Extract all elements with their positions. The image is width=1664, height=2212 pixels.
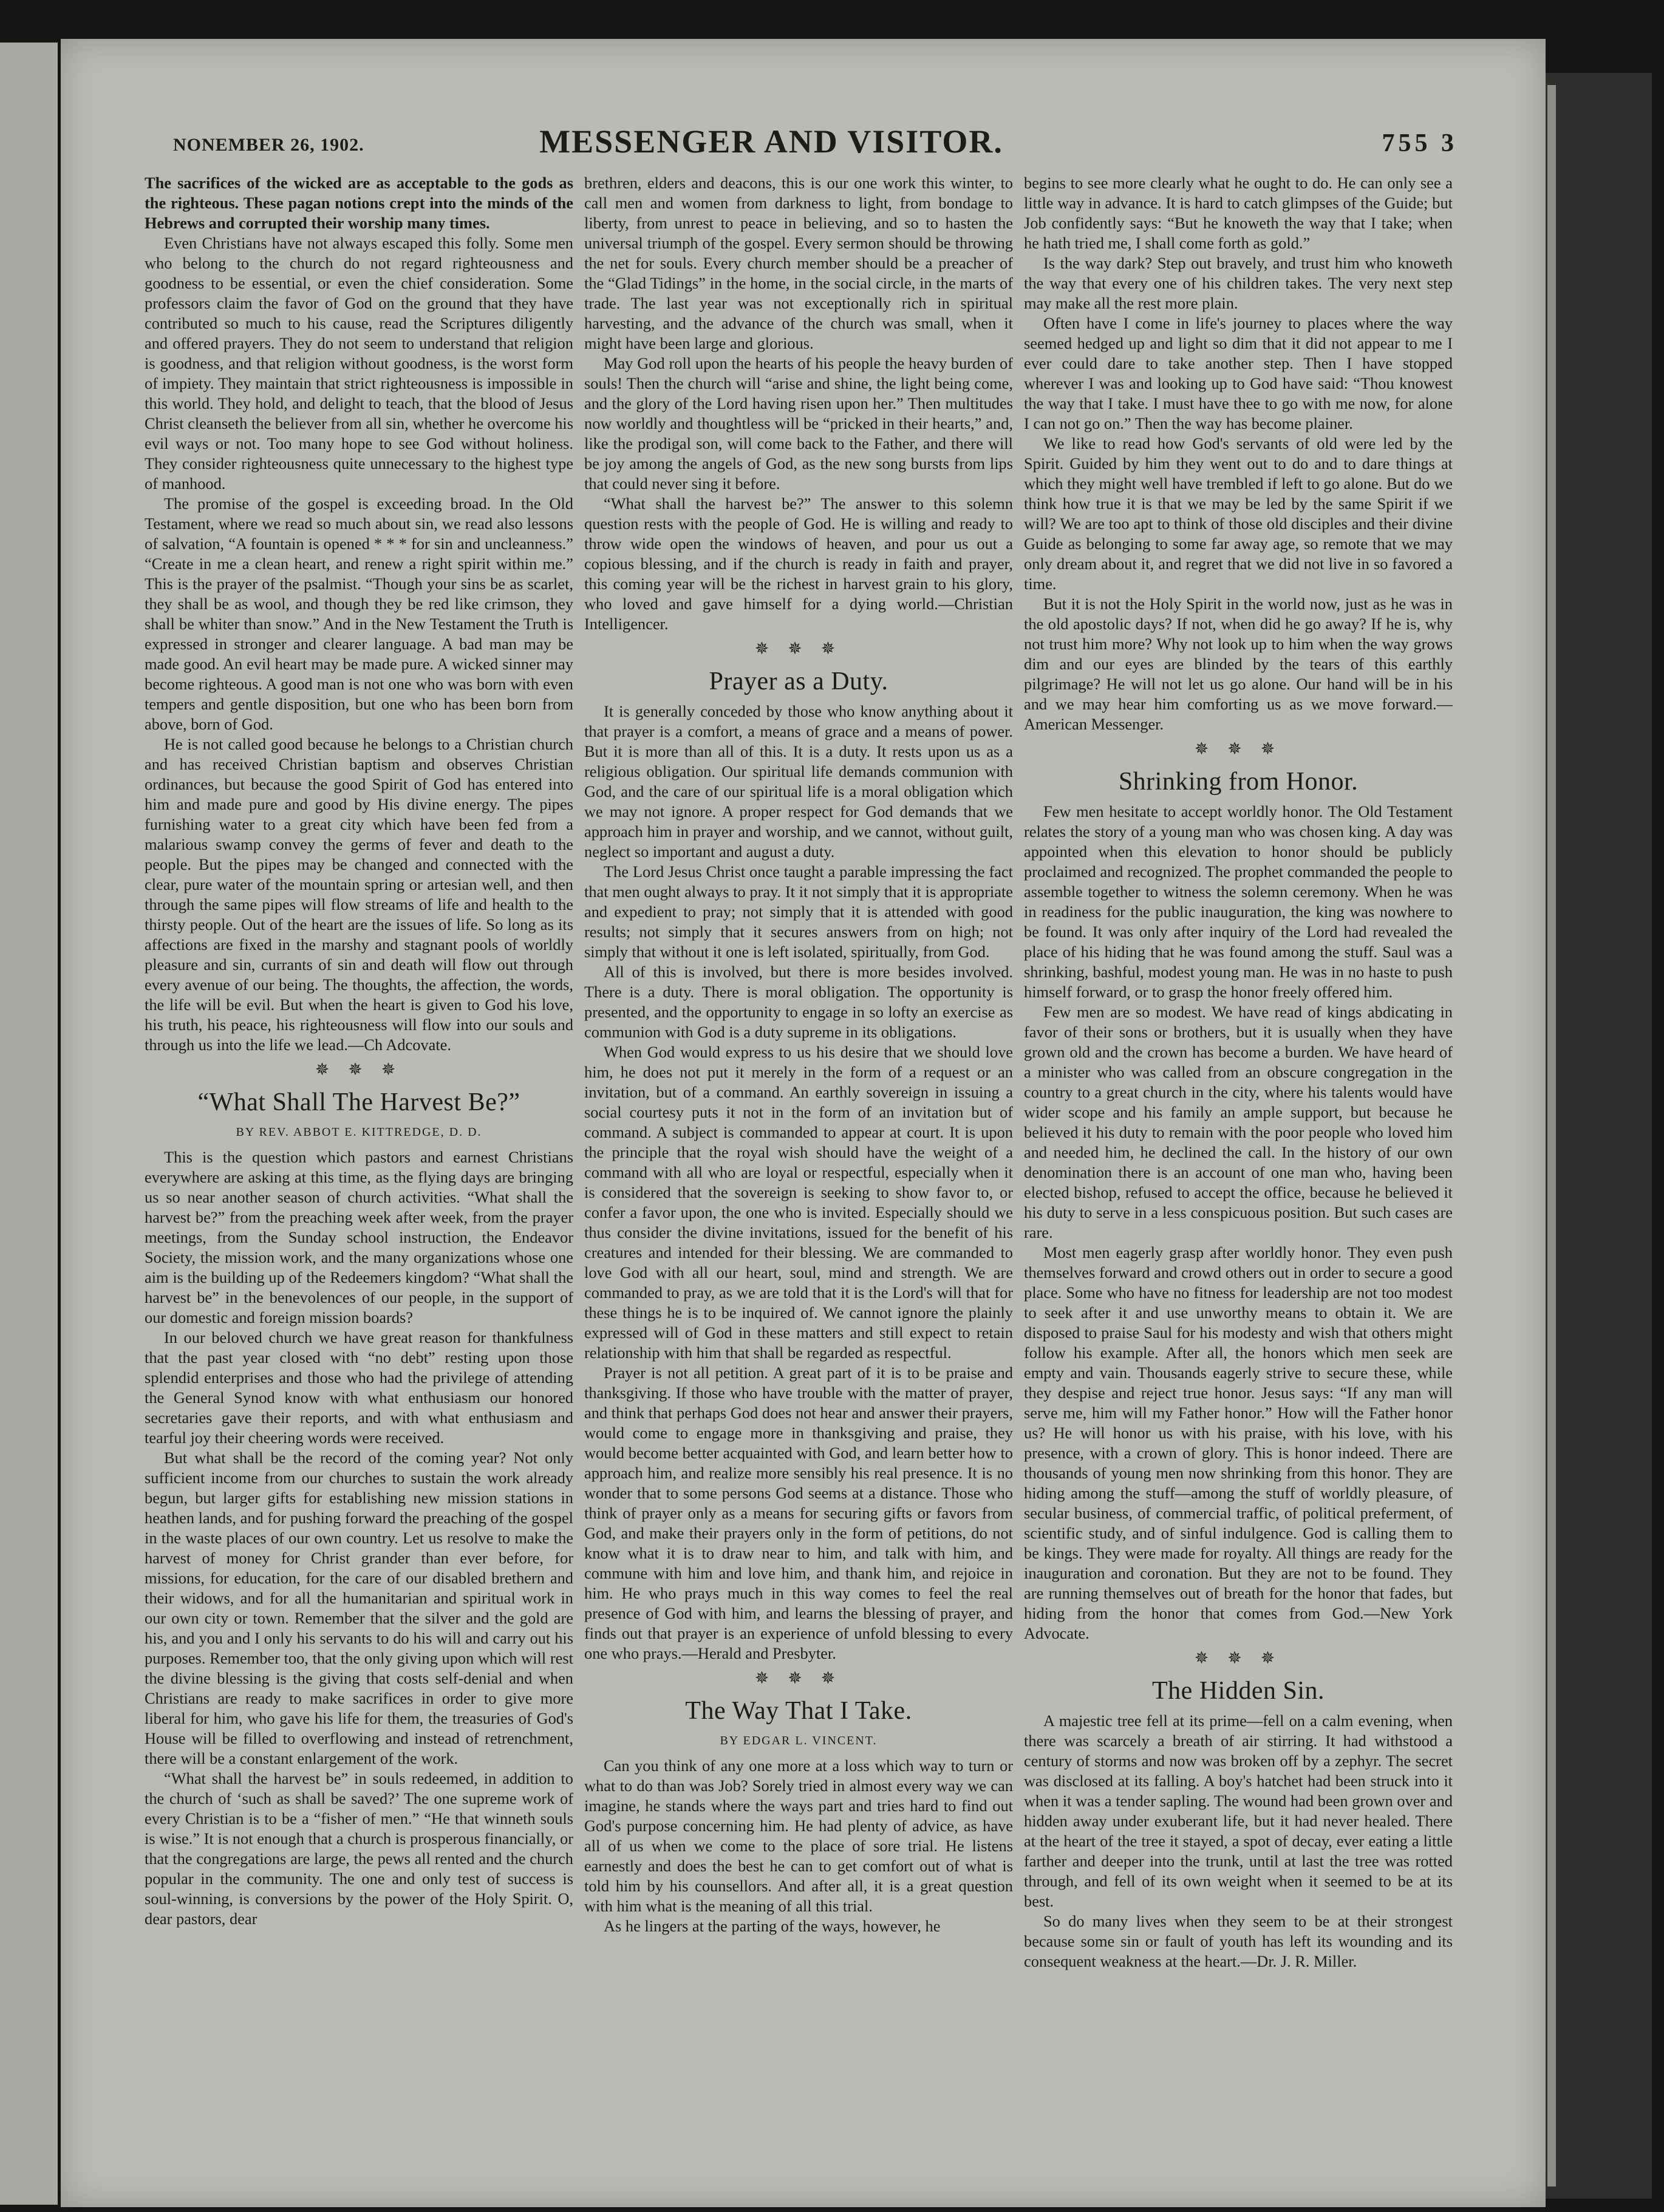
paragraph: “What shall the harvest be?” The answer to this solemn question rests with the people of God. He is willing and ready to throw wide open the windows of heaven, and pour us out a copious blessing, and if the church is ready in faith and prayer, this coming year will be the richest in harvest grain to his glory, who loved and gave himself for a dying world.—Christian Intelligencer. bbox=[584, 494, 1013, 633]
section-ornament: ✵ ✵ ✵ bbox=[754, 640, 843, 658]
paragraph: begins to see more clearly what he ought to do. He can only see a little way in advance. It is hard to catch glimpses of the Guide; but Job confidently says: “But he knoweth the way that I take; when he hath tried me, I shall come forth as gold.” bbox=[1024, 174, 1453, 252]
section-ornament: ✵ ✵ ✵ bbox=[1194, 1649, 1283, 1668]
paragraph: When God would express to us his desire that we should love him, he does not put it merely in the form of a request or an invitation, but of a command. An earthly sovereign in issuing a social courtesy puts it not in the form of an invitation but of command. A subject is commanded to appear at court. It is upon the principle that the royal wish should have the weight of a command with all who are loyal or respectful, especially when it is considered that the sovereign is seeking to show favor to, or confer a favor upon, the one who is invited. Especially should we thus consider the divine invitations, issued for the benefit of his creatures and intended for their blessing. We are commanded to love God with all our heart, soul, mind and strength. We are commanded to pray, as we are told that it is the Lord's will that for these things he is to be inquired of. We cannot ignore the plainly expressed will of God in these matters and still expect to retain relationship with him that shall be regarded as respectful. bbox=[584, 1043, 1013, 1362]
paragraph: We like to read how God's servants of old were led by the Spirit. Guided by him they went out to do and to dare things at which they might well have trembled if left to go alone. But do we think how true it is that we may be led by the same Spirit if we will? We are too apt to think of those old disciples and their divine Guide as belonging to some far away age, so remote that we may only dream about it, and regret that we did not live in so favored a time. bbox=[1024, 434, 1453, 593]
page-number: 755 3 bbox=[1382, 129, 1458, 157]
paragraph: As he lingers at the parting of the ways, however, he bbox=[604, 1917, 941, 1935]
paragraph: brethren, elders and deacons, this is our one work this winter, to call men and women from darkness to light, from bondage to liberty, from unrest to peace in believing, and so to hasten the universal triumph of the gospel. Every sermon should be throwing the net for souls. Every church member should be a preacher of the “Glad Tidings” in the home, in the social circle, in the marts of trade. The last year was not exceptionally rich in spiritual harvesting, and the advance of the church was small, when it might have been large and glorious. bbox=[584, 174, 1013, 352]
paragraph: Most men eagerly grasp after worldly honor. They even push themselves forward and crowd others out in order to secure a good place. Some who have no fitness for leadership are not too modest to seek after it and use unworthy means to obtain it. We are disposed to praise Saul for his modesty and wish that others might follow his example. After all, the honors which men seek are empty and vain. Thousands eagerly strive to secure these, while they despise and reject true honor. Jesus says: “If any man will serve me, him will my Father honor.” How will the Father honor us? He will honor us with his praise, with his love, with his presence, with a crown of glory. This is honor indeed. There are thousands of young men now shrinking from this honor. They are hiding among the stuff—among the stuff of worldly pleasure, of secular business, of commercial traffic, of political preferment, of scientific study, and of sinful indulgence. God is calling them to be kings. They were made for royalty. All things are ready for the inauguration and coronation. But they are not to be found. They are running themselves out of breath for the honor that fades, but hiding from the honor that comes from God.—New York Advocate. bbox=[1024, 1243, 1453, 1642]
paragraph: The sacrifices of the wicked are as acceptable to the gods as the righteous. These pagan notions crept into the minds of the Hebrews and corrupted their worship many times. bbox=[145, 174, 573, 232]
article-heading-way: The Way That I Take. bbox=[685, 1697, 912, 1725]
section-ornament: ✵ ✵ ✵ bbox=[1194, 740, 1283, 759]
paragraph: But it is not the Holy Spirit in the world now, just as he was in the old apostolic days? If not, when did he go away? If he is, why not trust him more? Why not look up to him when the way grows dim and our eyes are blinded by the tears of this earthly pilgrimage? He will not let us go alone. Our hand will be in his and we may hear him comforting us as we move forward.—American Messenger. bbox=[1024, 595, 1453, 733]
paragraph: But what shall be the record of the coming year? Not only sufficient income from our churches to sustain the work already begun, but larger gifts for establishing new mission stations in heathen lands, and for pushing forward the preaching of the gospel in the waste places of our own country. Let us resolve to make the harvest of money for Christ grander than ever before, for missions, for education, for the care of our disabled brethern and their widows, and for all the humanitarian and spiritual work in our own city or town. Remember that the silver and the gold are his, and you and I only his servants to do his will and carry out his purposes. Remember too, that the only giving upon which will rest the divine blessing is the giving that costs self-denial and when Christians are ready to make sacrifices in order to give more liberal for him, who gave his life for them, the treasuries of God's House will be filled to overflowing and instead of retrenchment, there will be a constant enlargement of the work. bbox=[145, 1449, 573, 1767]
paragraph: Is the way dark? Step out bravely, and trust him who knoweth the way that every one of his children takes. The very next step may make all the rest more plain. bbox=[1024, 254, 1453, 312]
article-heading-hidden-sin: The Hidden Sin. bbox=[1152, 1677, 1325, 1705]
byline-kittredge: BY REV. ABBOT E. KITTREDGE, D. D. bbox=[236, 1125, 482, 1139]
column-1 bbox=[145, 173, 573, 2190]
adjacent-page-strip bbox=[0, 43, 58, 2205]
page-header bbox=[109, 120, 1458, 175]
section-ornament: ✵ ✵ ✵ bbox=[754, 1669, 843, 1688]
paragraph: All of this is involved, but there is more besides involved. There is a duty. There is moral obligation. The opportunity is presented, and the opportunity to engage in so lofty an exercise as communion with God is a duty supreme in its obligations. bbox=[584, 963, 1013, 1041]
masthead-title: MESSENGER AND VISITOR. bbox=[539, 123, 1003, 160]
paragraph: May God roll upon the hearts of his people the heavy burden of souls! Then the church will “arise and shine, the light being come, and the glory of the Lord having risen upon her.” Then multitudes now worldly and thoughtless will be “pricked in their hearts,” and, like the prodigal son, will come back to the Father, and there will be joy among the angels of God, as the new song bursts from lips that could never sing it before. bbox=[584, 354, 1013, 493]
column-3 bbox=[1024, 173, 1453, 2190]
section-ornament: ✵ ✵ ✵ bbox=[315, 1060, 403, 1079]
paragraph: “What shall the harvest be” in souls redeemed, in addition to the church of ‘such as shall be saved?’ The one supreme work of every Christian is to be a “fisher of men.” “He that winneth souls is wise.” It is not enough that a church is prosperous financially, or that the congregations are large, the pews all rented and the church popular in the community. The one and only test of success is soul-winning, is conversions by the power of the Holy Spirit. O, dear pastors, dear bbox=[145, 1769, 573, 1928]
paragraph: Often have I come in life's journey to places where the way seemed hedged up and light so dim that it did not appear to me I ever could dare to take another step. Then I have stopped wherever I was and looking up to God have said: “Thou knowest the way that I take. I must have thee to go with me now, for alone I can not go on.” Then the way has become plainer. bbox=[1024, 314, 1453, 432]
article-heading-prayer: Prayer as a Duty. bbox=[709, 667, 888, 695]
article-heading-honor: Shrinking from Honor. bbox=[1118, 768, 1359, 796]
paragraph: This is the question which pastors and earnest Christians everywhere are asking at this time, as the flying days are bringing us so near another season of church activities. “What shall the harvest be?” from the preaching week after week, from the prayer meetings, from the Sunday school instruction, the Endeavor Society, the mission work, and the many organizations whose one aim is the building up of the Redeemers kingdom? “What shall the harvest be” in the benevolences of our people, in the support of our domestic and foreign mission boards? bbox=[145, 1148, 573, 1326]
paragraph: It is generally conceded by those who know anything about it that prayer is a comfort, a means of grace and a means of power. But it is more than all of this. It is a duty. It rests upon us as a religious obligation. Our spiritual life demands communion with God, and the care of our spiritual life is a moral obligation which we may not ignore. A proper respect for God demands that we approach him in prayer and worship, and we cannot, without guilt, neglect so important and august a duty. bbox=[584, 702, 1013, 861]
issue-date: NONEMBER 26, 1902. bbox=[173, 135, 364, 155]
paragraph: A majestic tree fell at its prime—fell on a calm evening, when there was scarcely a breath of air stirring. It had withstood a century of storms and now was broken off by a zephyr. The secret was disclosed at its falling. A boy's hatchet had been struck into it when it was a tender sapling. The wound had been grown over and hidden away under exuberant life, but it had never healed. There at the heart of the tree it stayed, a spot of decay, ever eating a little farther and deeper into the trunk, until at last the tree was rotted through, and fell of its own weight when it seemed to be at its best. bbox=[1024, 1712, 1453, 1910]
paragraph: Few men hesitate to accept worldly honor. The Old Testament relates the story of a young man who was chosen king. A day was appointed when this elevation to honor should be publicly proclaimed and recognized. The prophet commanded the people to assemble together to witness the solemn ceremony. When he was in readiness for the public inauguration, the king was nowhere to be found. It was only after inquiry of the Lord had revealed the place of his hiding that he was found among the stuff. Saul was a shrinking, bashful, modest young man. He was in no haste to push himself forward, or to grasp the honor freely offered him. bbox=[1024, 802, 1453, 1001]
column-2 bbox=[584, 173, 1013, 2190]
paragraph: Can you think of any one more at a loss which way to turn or what to do than was Job? Sorely tried in almost every way we can imagine, he stands where the ways part and tries hard to find out God's purpose concerning him. He had plenty of advice, as have all of us when we come to the place of sore trial. He listens earnestly and does the best he can to get comfort out of what is told him by his counsellors. And after all, it is a great question with him what is the meaning of all this trial. bbox=[584, 1756, 1013, 1915]
article-heading-harvest: “What Shall The Harvest Be?” bbox=[197, 1088, 520, 1116]
paragraph: In our beloved church we have great reason for thankfulness that the past year closed with “no debt” resting upon those splendid enterprises and those who had the privilege of attending the General Synod know with what enthusiasm our honored secretaries gave their reports, and with what enthusiasm and tearful joy their cheering words were received. bbox=[145, 1328, 573, 1447]
paragraph: He is not called good because he belongs to a Christian church and has received Christian baptism and observes Christian ordinances, but because the good Spirit of God has entered into him and made pure and good by His divine energy. The pipes furnishing water to a great city which have been fed from a malarious swamp convey the germs of fever and death to the people. But the pipes may be changed and connected with the clear, pure water of the mountain spring or artesian well, and then through the same pipes will flow streams of life and health to the thirsty people. Out of the heart are the issues of life. So long as its affections are fixed in the marshy and stagnant pools of worldly pleasure and sin, currants of sin and death will flow out through every avenue of our being. The thoughts, the affection, the words, the life will be evil. But when the heart is given to God his love, his truth, his peace, his righteousness will flow into our souls and through us into the life we lead.—Ch Adcovate. bbox=[145, 735, 573, 1054]
page-edge-shadow bbox=[1546, 73, 1652, 2199]
paragraph: The promise of the gospel is exceeding broad. In the Old Testament, where we read so much about sin, we read also lessons of salvation, “A fountain is opened * * * for sin and uncleanness.” “Create in me a clean heart, and renew a right spirit within me.” This is the prayer of the psalmist. “Though your sins be as scarlet, they shall be as wool, and though they be red like crimson, they shall be whiter than snow.” And in the New Testament the Truth is expressed in stronger and clearer language. A bad man may be made good. An evil heart may be made pure. A wicked sinner may become righteous. A good man is not one who was born with even tempers and gentle disposition, but one who has been born from above, born of God. bbox=[145, 494, 573, 733]
page-edge-line bbox=[1547, 85, 1556, 2186]
paragraph: Even Christians have not always escaped this folly. Some men who belong to the church do not regard righteousness and goodness to be essential, or even the chief consideration. Some professors claim the favor of God on the ground that they have contributed so much to his cause, read the Scriptures diligently and offered prayers. They do not seem to understand that religion is goodness, and that religion without goodness, is the worst form of impiety. They maintain that strict righteousness is impossible in this world. They hold, and delight to teach, that the blood of Jesus Christ cleanseth the believer from all sin, whether he overcome his evil ways or not. Too many hope to see God without holiness. They consider righteousness quite unnecessary to the highest type of manhood. bbox=[145, 234, 573, 493]
paragraph: So do many lives when they seem to be at their strongest because some sin or fault of youth has left its wounding and its consequent weakness at the heart.—Dr. J. R. Miller. bbox=[1024, 1912, 1453, 1970]
paragraph: Prayer is not all petition. A great part of it is to be praise and thanksgiving. If those who have trouble with the matter of prayer, and think that perhaps God does not hear and answer their prayers, would come to engage more in thanksgiving and praise, they would become better acquainted with God, and learn better how to approach him, and realize more sensibly his real presence. It is no wonder that to some persons God seems at a distance. Those who think of prayer only as a means for securing gifts or favors from God, and make their prayers only in the form of petitions, do not know what it is to draw near to him, and talk with him, and commune with him and love him, and thank him, and rejoice in him. He who prays much in this way comes to feel the real presence of God with him, and learns the blessing of prayer, and finds out that prayer is an experience of unfold blessing to every one who prays.—Herald and Presbyter. bbox=[584, 1364, 1013, 1662]
paragraph: The Lord Jesus Christ once taught a parable impressing the fact that men ought always to pray. It it not simply that it is appropriate and expedient to pray; not simply that it is attended with good results; not simply that it secures answers from on high; not simply that without it one is left isolated, spiritually, from God. bbox=[584, 862, 1013, 961]
byline-vincent: BY EDGAR L. VINCENT. bbox=[720, 1734, 878, 1747]
paragraph: Few men are so modest. We have read of kings abdicating in favor of their sons or brothers, but it is usually when they have grown old and the crown has become a burden. We have heard of a minister who was called from an obscure congregation in the country to a great church in the city, where his talents would have wider scope and his family an ample support, but because he believed it his duty to remain with the poor people who loved him and needed him, he declined the call. In the history of our own denomination there is an account of one man who, having been elected bishop, refused to accept the office, because he believed it his duty to serve in a less conspicuous position. But such cases are rare. bbox=[1024, 1003, 1453, 1241]
